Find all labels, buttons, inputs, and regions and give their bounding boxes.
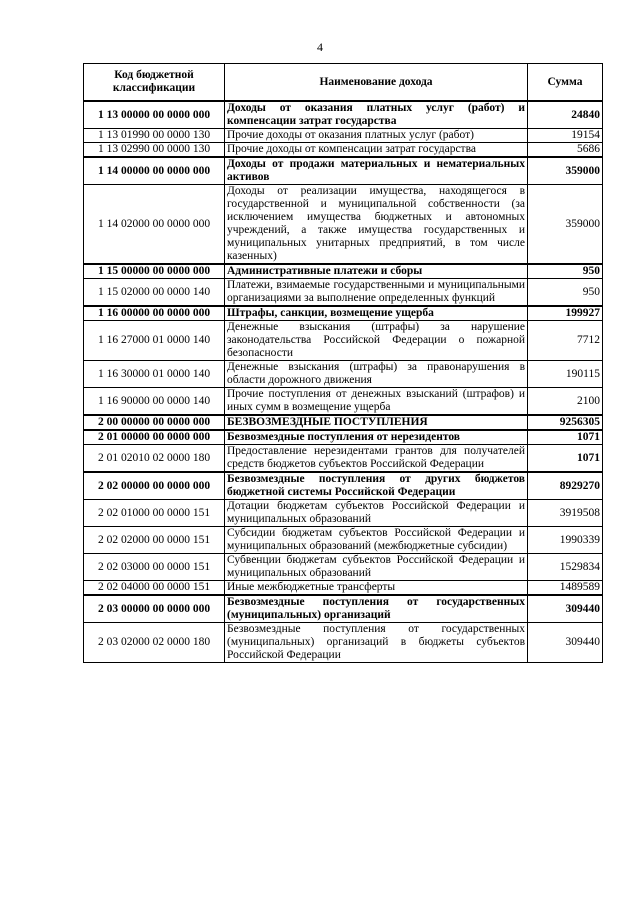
table-row — [84, 554, 603, 581]
row-name: Безвозмездные поступления от государственных (муниципальных) организаций — [225, 595, 528, 623]
table-row — [84, 321, 603, 361]
row-code: 1 16 27000 01 0000 140 — [84, 321, 225, 361]
table-row — [84, 595, 603, 623]
row-sum: 950 — [528, 279, 603, 307]
row-code: 2 02 01000 00 0000 151 — [84, 500, 225, 527]
table-row — [84, 445, 603, 473]
row-name: Безвозмездные поступления от нерезидентов — [225, 430, 528, 445]
row-sum: 8929270 — [528, 472, 603, 500]
row-name: Доходы от оказания платных услуг (работ) и компенсации затрат государства — [225, 101, 528, 129]
header-name: Наименование дохода — [225, 64, 528, 102]
row-sum: 3919508 — [528, 500, 603, 527]
row-name: Штрафы, санкции, возмещение ущерба — [225, 306, 528, 321]
row-sum: 1529834 — [528, 554, 603, 581]
row-name: Иные межбюджетные трансферты — [225, 581, 528, 596]
row-code: 2 03 02000 02 0000 180 — [84, 623, 225, 663]
row-name: Денежные взыскания (штрафы) за правонарушения в области дорожного движения — [225, 361, 528, 388]
table-row — [84, 157, 603, 185]
row-sum: 309440 — [528, 595, 603, 623]
row-code: 1 14 00000 00 0000 000 — [84, 157, 225, 185]
table-row — [84, 581, 603, 596]
header-code: Код бюджетной классификации — [84, 64, 225, 102]
table-row — [84, 306, 603, 321]
row-sum: 5686 — [528, 143, 603, 158]
row-name: Субвенции бюджетам субъектов Российской Федерации и муниципальных образований — [225, 554, 528, 581]
row-sum: 24840 — [528, 101, 603, 129]
table-row — [84, 361, 603, 388]
table-row — [84, 388, 603, 416]
row-name: Безвозмездные поступления от других бюджетов бюджетной системы Российской Федерации — [225, 472, 528, 500]
row-code: 2 02 00000 00 0000 000 — [84, 472, 225, 500]
row-name: Безвозмездные поступления от государственных (муниципальных) организаций в бюджеты субъектов Российской Федерации — [225, 623, 528, 663]
table-header-row — [84, 64, 603, 102]
row-name: Субсидии бюджетам субъектов Российской Федерации и муниципальных образований (межбюджетные субсидии) — [225, 527, 528, 554]
row-sum: 2100 — [528, 388, 603, 416]
row-name: Административные платежи и сборы — [225, 264, 528, 279]
row-code: 1 13 00000 00 0000 000 — [84, 101, 225, 129]
table-row — [84, 500, 603, 527]
table-row — [84, 264, 603, 279]
row-sum: 19154 — [528, 129, 603, 143]
row-code: 1 13 02990 00 0000 130 — [84, 143, 225, 158]
table-row — [84, 101, 603, 129]
row-code: 1 16 90000 00 0000 140 — [84, 388, 225, 416]
row-code: 1 15 00000 00 0000 000 — [84, 264, 225, 279]
row-name: Прочие доходы от компенсации затрат государства — [225, 143, 528, 158]
row-sum: 309440 — [528, 623, 603, 663]
row-code: 2 01 00000 00 0000 000 — [84, 430, 225, 445]
table-row — [84, 472, 603, 500]
row-name: Прочие поступления от денежных взысканий (штрафов) и иных сумм в возмещение ущерба — [225, 388, 528, 416]
row-name: Предоставление нерезидентами грантов для получателей средств бюджетов субъектов Российской Федерации — [225, 445, 528, 473]
row-code: 2 01 02010 02 0000 180 — [84, 445, 225, 473]
table-row — [84, 185, 603, 265]
row-sum: 199927 — [528, 306, 603, 321]
row-sum: 359000 — [528, 157, 603, 185]
row-name: Доходы от реализации имущества, находящегося в государственной и муниципальной собственности (за исключением имущества бюджетных и автономных учреждений, а также имущества государственных и муниципальных унитарных предприятий, в том числе казенных) — [225, 185, 528, 265]
row-code: 1 13 01990 00 0000 130 — [84, 129, 225, 143]
table-row — [84, 430, 603, 445]
row-name: Доходы от продажи материальных и нематериальных активов — [225, 157, 528, 185]
row-name: БЕЗВОЗМЕЗДНЫЕ ПОСТУПЛЕНИЯ — [225, 415, 528, 430]
row-code: 2 02 03000 00 0000 151 — [84, 554, 225, 581]
row-code: 2 02 02000 00 0000 151 — [84, 527, 225, 554]
row-sum: 190115 — [528, 361, 603, 388]
row-name: Денежные взыскания (штрафы) за нарушение законодательства Российской Федерации о пожарной безопасности — [225, 321, 528, 361]
row-sum: 1071 — [528, 445, 603, 473]
row-sum: 1489589 — [528, 581, 603, 596]
page-number: 4 — [317, 40, 323, 54]
row-name: Платежи, взимаемые государственными и муниципальными организациями за выполнение определенных функций — [225, 279, 528, 307]
table-row — [84, 415, 603, 430]
row-sum: 950 — [528, 264, 603, 279]
row-sum: 359000 — [528, 185, 603, 265]
row-sum: 1071 — [528, 430, 603, 445]
row-code: 1 15 02000 00 0000 140 — [84, 279, 225, 307]
row-code: 2 03 00000 00 0000 000 — [84, 595, 225, 623]
row-code: 1 14 02000 00 0000 000 — [84, 185, 225, 265]
table-row — [84, 527, 603, 554]
table-row — [84, 129, 603, 143]
row-code: 1 16 00000 00 0000 000 — [84, 306, 225, 321]
table-body — [84, 101, 603, 663]
row-sum: 7712 — [528, 321, 603, 361]
row-sum: 1990339 — [528, 527, 603, 554]
row-code: 1 16 30000 01 0000 140 — [84, 361, 225, 388]
table-row — [84, 279, 603, 307]
header-sum: Сумма — [528, 64, 603, 102]
table-row — [84, 623, 603, 663]
row-name: Прочие доходы от оказания платных услуг (работ) — [225, 129, 528, 143]
row-code: 2 02 04000 00 0000 151 — [84, 581, 225, 596]
row-sum: 9256305 — [528, 415, 603, 430]
row-name: Дотации бюджетам субъектов Российской Федерации и муниципальных образований — [225, 500, 528, 527]
table-row — [84, 143, 603, 158]
row-code: 2 00 00000 00 0000 000 — [84, 415, 225, 430]
revenue-table — [83, 63, 603, 663]
